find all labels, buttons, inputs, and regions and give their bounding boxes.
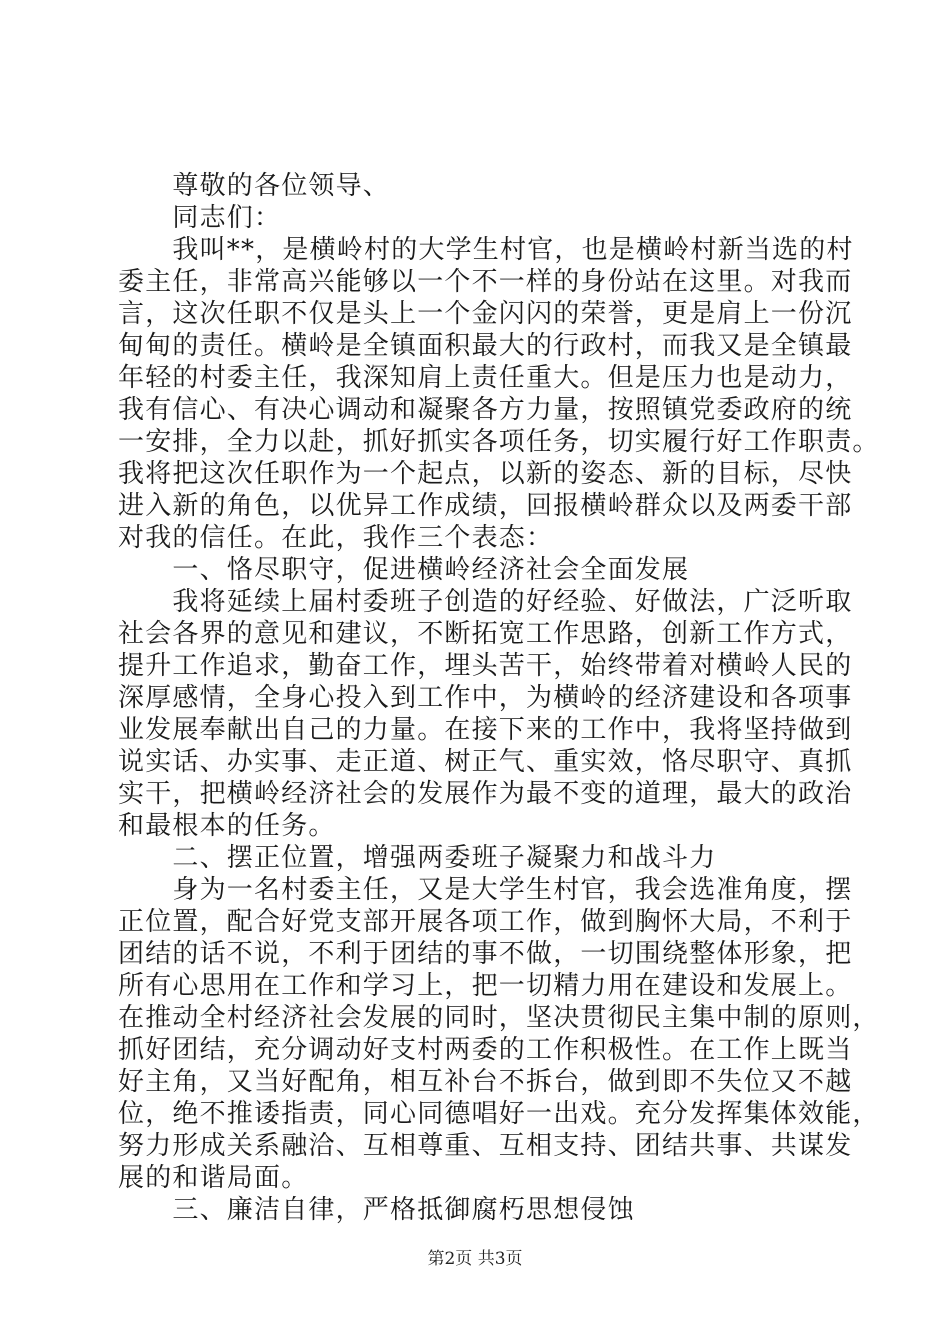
text-line: 说实话、办实事、走正道、树正气、重实效，恪尽职守、真抓	[118, 747, 853, 777]
text-line: 提升工作追求，勤奋工作，埋头苦干，始终带着对横岭人民的	[118, 651, 853, 681]
text-line: 在推动全村经济社会发展的同时，坚决贯彻民主集中制的原则，	[118, 1003, 880, 1033]
section-heading: 三、廉洁自律，严格抵御腐朽思想侵蚀	[118, 1195, 635, 1225]
text-line: 所有心思用在工作和学习上，把一切精力用在建设和发展上。	[118, 971, 853, 1001]
text-line: 身为一名村委主任，又是大学生村官，我会选准角度，摆	[118, 875, 853, 905]
text-line: 我将把这次任职作为一个起点，以新的姿态、新的目标，尽快	[118, 459, 853, 489]
text-line: 实干，把横岭经济社会的发展作为最不变的道理，最大的政治	[118, 779, 853, 809]
text-line: 深厚感情，全身心投入到工作中，为横岭的经济建设和各项事	[118, 683, 853, 713]
text-line: 我将延续上届村委班子创造的好经验、好做法，广泛听取	[118, 587, 853, 617]
text-line: 努力形成关系融洽、互相尊重、互相支持、团结共事、共谋发	[118, 1131, 853, 1161]
text-line: 委主任，非常高兴能够以一个不一样的身份站在这里。对我而	[118, 267, 853, 297]
text-line: 和最根本的任务。	[118, 811, 336, 841]
text-line: 展的和谐局面。	[118, 1163, 309, 1193]
section-heading: 一、恪尽职守，促进横岭经济社会全面发展	[118, 555, 690, 585]
text-line: 抓好团结，充分调动好支村两委的工作积极性。在工作上既当	[118, 1035, 853, 1065]
text-line: 同志们：	[118, 203, 282, 233]
text-line: 我有信心、有决心调动和凝聚各方力量，按照镇党委政府的统	[118, 395, 853, 425]
section-heading: 二、摆正位置，增强两委班子凝聚力和战斗力	[118, 843, 717, 873]
text-line: 团结的话不说，不利于团结的事不做，一切围绕整体形象，把	[118, 939, 853, 969]
text-line: 社会各界的意见和建议，不断拓宽工作思路，创新工作方式，	[118, 619, 853, 649]
text-line: 对我的信任。在此，我作三个表态：	[118, 523, 554, 553]
text-line: 甸甸的责任。横岭是全镇面积最大的行政村，而我又是全镇最	[118, 331, 853, 361]
text-line: 尊敬的各位领导、	[118, 171, 391, 201]
text-line: 言，这次任职不仅是头上一个金闪闪的荣誉，更是肩上一份沉	[118, 299, 853, 329]
text-line: 位，绝不推诿指责，同心同德唱好一出戏。充分发挥集体效能，	[118, 1099, 880, 1129]
text-line: 正位置，配合好党支部开展各项工作，做到胸怀大局，不利于	[118, 907, 853, 937]
text-line: 好主角，又当好配角，相互补台不拆台，做到即不失位又不越	[118, 1067, 853, 1097]
text-line: 业发展奉献出自己的力量。在接下来的工作中，我将坚持做到	[118, 715, 853, 745]
text-line: 我叫**，是横岭村的大学生村官，也是横岭村新当选的村	[118, 235, 854, 265]
text-line: 年轻的村委主任，我深知肩上责任重大。但是压力也是动力，	[118, 363, 853, 393]
text-line: 进入新的角色，以优异工作成绩，回报横岭群众以及两委干部	[118, 491, 853, 521]
page-number-footer: 第2页 共3页	[427, 1249, 523, 1269]
text-line: 一安排，全力以赴，抓好抓实各项任务，切实履行好工作职责。	[118, 427, 880, 457]
